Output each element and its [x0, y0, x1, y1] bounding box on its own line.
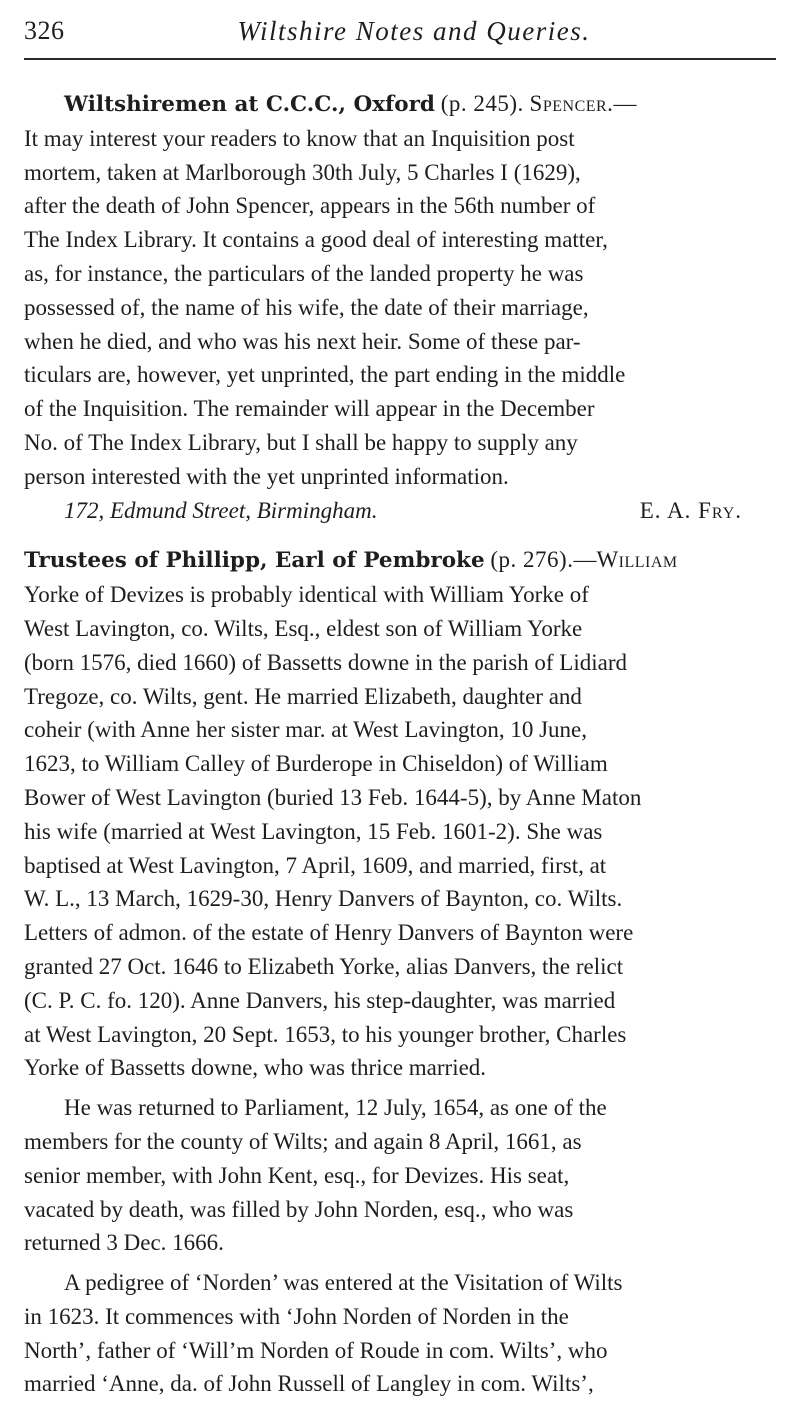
- page-reference: (p. 245).: [440, 91, 524, 116]
- text-line: his wife (married at West Lavington, 15 Feb. 1601-2). She was: [24, 818, 603, 844]
- text-line: when he died, and who was his next heir. Some of these par-: [24, 328, 581, 354]
- text-line: Yorke of Bassetts downe, who was thrice married.: [24, 1055, 487, 1081]
- text-line: Yorke of Devizes is probably identical with William Yorke of: [24, 582, 589, 608]
- paragraph-parliament: [24, 1091, 772, 1260]
- text-line: possessed of, the name of his wife, the date of their marriage,: [24, 294, 589, 320]
- text-line: 1623, to William Calley of Burderope in Chiseldon) of William: [24, 751, 608, 777]
- text-line: W. L., 13 March, 1629-30, Henry Danvers of Baynton, co. Wilts.: [24, 886, 623, 912]
- text-line: West Lavington, co. Wilts, Esq., eldest son of William Yorke: [24, 615, 583, 641]
- text-line: The Index Library. It contains a good deal of interesting matter,: [24, 227, 608, 253]
- text-line: (born 1576, died 1660) of Bassetts downe in the parish of Lidiard: [24, 649, 627, 675]
- signature-name: E. A. Fry.: [639, 497, 742, 523]
- text-line: as, for instance, the particulars of the landed property he was: [24, 260, 584, 286]
- article-pembroke-body: [24, 578, 772, 1085]
- article-spencer-heading-line: Wiltshiremen at C.C.C., Oxford (p. 245). Spencer.—: [64, 91, 637, 117]
- text-line: baptised at West Lavington, 7 April, 1609, and married, first, at: [24, 852, 607, 878]
- text-line: He was returned to Parliament, 12 July, 1654, as one of the: [64, 1095, 607, 1121]
- text-line: married ‘Anne, da. of John Russell of Langley in com. Wilts’,: [24, 1371, 594, 1397]
- text-line: vacated by death, was filled by John Norden, esq., who was: [24, 1196, 574, 1222]
- text-line: It may interest your readers to know that an Inquisition post: [24, 125, 575, 151]
- text-line: Bower of West Lavington (buried 13 Feb. 1644-5), by Anne Maton: [24, 784, 642, 810]
- text-line: Tregoze, co. Wilts, gent. He married Elizabeth, daughter and: [24, 683, 582, 709]
- article-heading: Trustees of Phillipp, Earl of Pembroke: [24, 548, 485, 574]
- text-line: after the death of John Spencer, appears in the 56th number of: [24, 193, 596, 219]
- text-line: person interested with the yet unprinted information.: [24, 463, 509, 489]
- running-head: [24, 12, 776, 52]
- page-reference: (p. 276).: [490, 547, 574, 573]
- text-line: coheir (with Anne her sister mar. at West Lavington, 10 June,: [24, 717, 588, 743]
- text-line: senior member, with John Kent, esq., for Devizes. His seat,: [24, 1162, 570, 1188]
- article-subject: William: [596, 547, 678, 573]
- text-line: granted 27 Oct. 1646 to Elizabeth Yorke, alias Danvers, the relict: [24, 953, 624, 979]
- article-spencer-body: [24, 122, 772, 494]
- text-line: returned 3 Dec. 1666.: [24, 1230, 224, 1256]
- text-line: North’, father of ‘Will’m Norden of Roude in com. Wilts’, who: [24, 1337, 608, 1363]
- text-line: (C. P. C. fo. 120). Anne Danvers, his step-daughter, was married: [24, 987, 616, 1013]
- signature-address: 172, Edmund Street, Birmingham.: [64, 497, 378, 523]
- paragraph-pedigree: [24, 1266, 772, 1401]
- text-line: at West Lavington, 20 Sept. 1653, to his younger brother, Charles: [24, 1021, 627, 1047]
- text-line: ticulars are, however, yet unprinted, the part ending in the middle: [24, 362, 626, 388]
- signature-line: [24, 494, 772, 528]
- article-pembroke-heading-line: Trustees of Phillipp, Earl of Pembroke (p. 276).—William: [24, 547, 678, 574]
- body-text: [24, 87, 772, 1401]
- article-subject: Spencer.: [529, 91, 614, 116]
- text-line: members for the county of Wilts; and again 8 April, 1661, as: [24, 1128, 582, 1154]
- text-line: A pedigree of ‘Norden’ was entered at the Visitation of Wilts: [64, 1270, 623, 1296]
- header-rule: [24, 58, 776, 60]
- text-line: mortem, taken at Marlborough 30th July, 5 Charles I (1629),: [24, 159, 581, 185]
- text-line: in 1623. It commences with ‘John Norden of Norden in the: [24, 1303, 569, 1329]
- running-title: Wiltshire Notes and Queries.: [237, 16, 591, 46]
- text-line: No. of The Index Library, but I shall be happy to supply any: [24, 429, 578, 455]
- article-heading: Wiltshiremen at C.C.C., Oxford: [64, 92, 435, 117]
- text-line: Letters of admon. of the estate of Henry Danvers of Baynton were: [24, 920, 634, 946]
- page-number: 326: [24, 16, 65, 45]
- text-line: of the Inquisition. The remainder will appear in the December: [24, 396, 595, 422]
